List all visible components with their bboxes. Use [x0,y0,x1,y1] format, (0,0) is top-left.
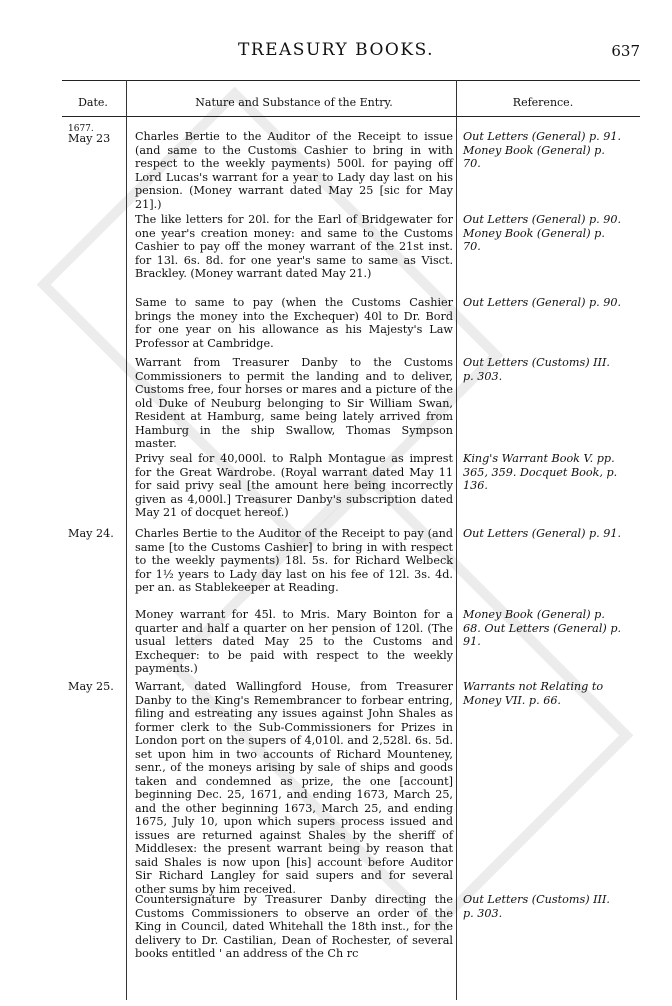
entry-text: Warrant from Treasurer Danby to the Customs Commissioners to permit the landing and to deliver, Customs free, four horses or mares and a picture of the old Duke of Neuburg belonging to Sir William Swan, Resident at Hamburg, same being lately arrived from Hamburg in the ship Swallow, Thomas Sympson master. [135,356,453,450]
entry-text: Charles Bertie to the Auditor of the Receipt to pay (and same [to the Customs Cashier] to bring in with respect to the weekly payments) 18l. 5s. for Richard Welbeck for 1½ years to Lady day last on his fee of 12l. 3s. 4d. per an. as Stablekeeper at Reading. [135,527,453,594]
entry-text: Warrant, dated Wallingford House, from Treasurer Danby to the King's Remembrancer to forbear entring, filing and estreating any issues against John Shales as former clerk to the Sub-Commissioners for Prizes in London port on the supers of 4,010l. and 2,528l. 6s. 5d. set upon him in two accounts of Richard Mounteney, senr., of the moneys arising by sale of ships and goods taken and condemned as prize, the one [account] beginning Dec. 25, 1671, and ending 1673, March 25, and the other beginning 1673, March 25, and ending 1675, July 10, upon which supers process issued and issues are returned against Shales by the sheriff of Middlesex: the present warrant being by reason that said Shales is now upon [his] account before Auditor Sir Richard Langley for said supers and for several other sums by him received. [135,680,453,896]
entry-date: May 23 [68,132,111,145]
header-rule-bottom [62,116,640,117]
page-title: TREASURY BOOKS. [237,40,435,60]
entry-date: May 24. [68,527,114,540]
page-number: 637 [611,42,640,60]
entry-reference: Out Letters (Customs) III. p. 303. [463,893,610,920]
entry-text: Charles Bertie to the Auditor of the Receipt to issue (and same to the Customs Cashier to bring in with respect to the weekly payments) 500l. for paying off Lord Lucas's warrant for a year to Lady day last on his pension. (Money warrant dated May 25 [sic for May 21].) [135,130,453,211]
entry-reference: Out Letters (General) p. 91. Money Book (General) p. 70. [463,130,622,170]
column-divider-left [126,80,127,1000]
entry-text: The like letters for 20l. for the Earl of Bridgewater for one year's creation money: and same to the Customs Cashier to pay off the money warrant of the 21st inst. for 13l. 6s. 8d. for one year's same to same as Visct. Brackley. (Money warrant dated May 21.) [135,213,453,280]
entry-text: Privy seal for 40,000l. to Ralph Montague as imprest for the Great Wardrobe. (Royal warrant dated May 11 for said privy seal [the amount here being incorrectly given as 4,000l.] Treasurer Danby's subscription dated May 21 of docquet hereof.) [135,452,453,519]
column-header-nature: Nature and Substance of the Entry. [195,96,393,109]
column-divider-right [456,80,457,1000]
entry-text: Money warrant for 45l. to Mris. Mary Bointon for a quarter and half a quarter on her pension of 120l. (The usual letters dated May 25 to the Customs and Exchequer: to be paid with respect to the weekly payments.) [135,608,453,675]
column-header-reference: Reference. [512,96,574,109]
entry-reference: Out Letters (General) p. 91. [463,527,622,540]
column-header-date: Date. [78,96,108,109]
entry-reference: Money Book (General) p. 68. Out Letters (General) p. 91. [463,608,622,648]
entry-reference: Out Letters (General) p. 90. Money Book (General) p. 70. [463,213,622,253]
entry-reference: Warrants not Relating to Money VII. p. 66. [463,680,604,707]
entry-reference: Out Letters (General) p. 90. [463,296,622,309]
entry-reference: Out Letters (Customs) III. p. 303. [463,356,610,383]
entry-text: Same to same to pay (when the Customs Cashier brings the money into the Exchequer) 40l to Dr. Bord for one year on his allowance as his Majesty's Law Professor at Cambridge. [135,296,453,350]
header-rule-top [62,80,640,81]
year-label: 1677. [68,124,94,134]
entry-date: May 25. [68,680,114,693]
entry-text: Countersignature by Treasurer Danby directing the Customs Commissioners to observe an order of the King in Council, dated Whitehall the 18th inst., for the delivery to Dr. Castilian, Dean of Rochester, of several books entitled ' an address of the Ch rc [135,893,453,960]
entry-reference: King's Warrant Book V. pp. 365, 359. Docquet Book, p. 136. [463,452,618,492]
